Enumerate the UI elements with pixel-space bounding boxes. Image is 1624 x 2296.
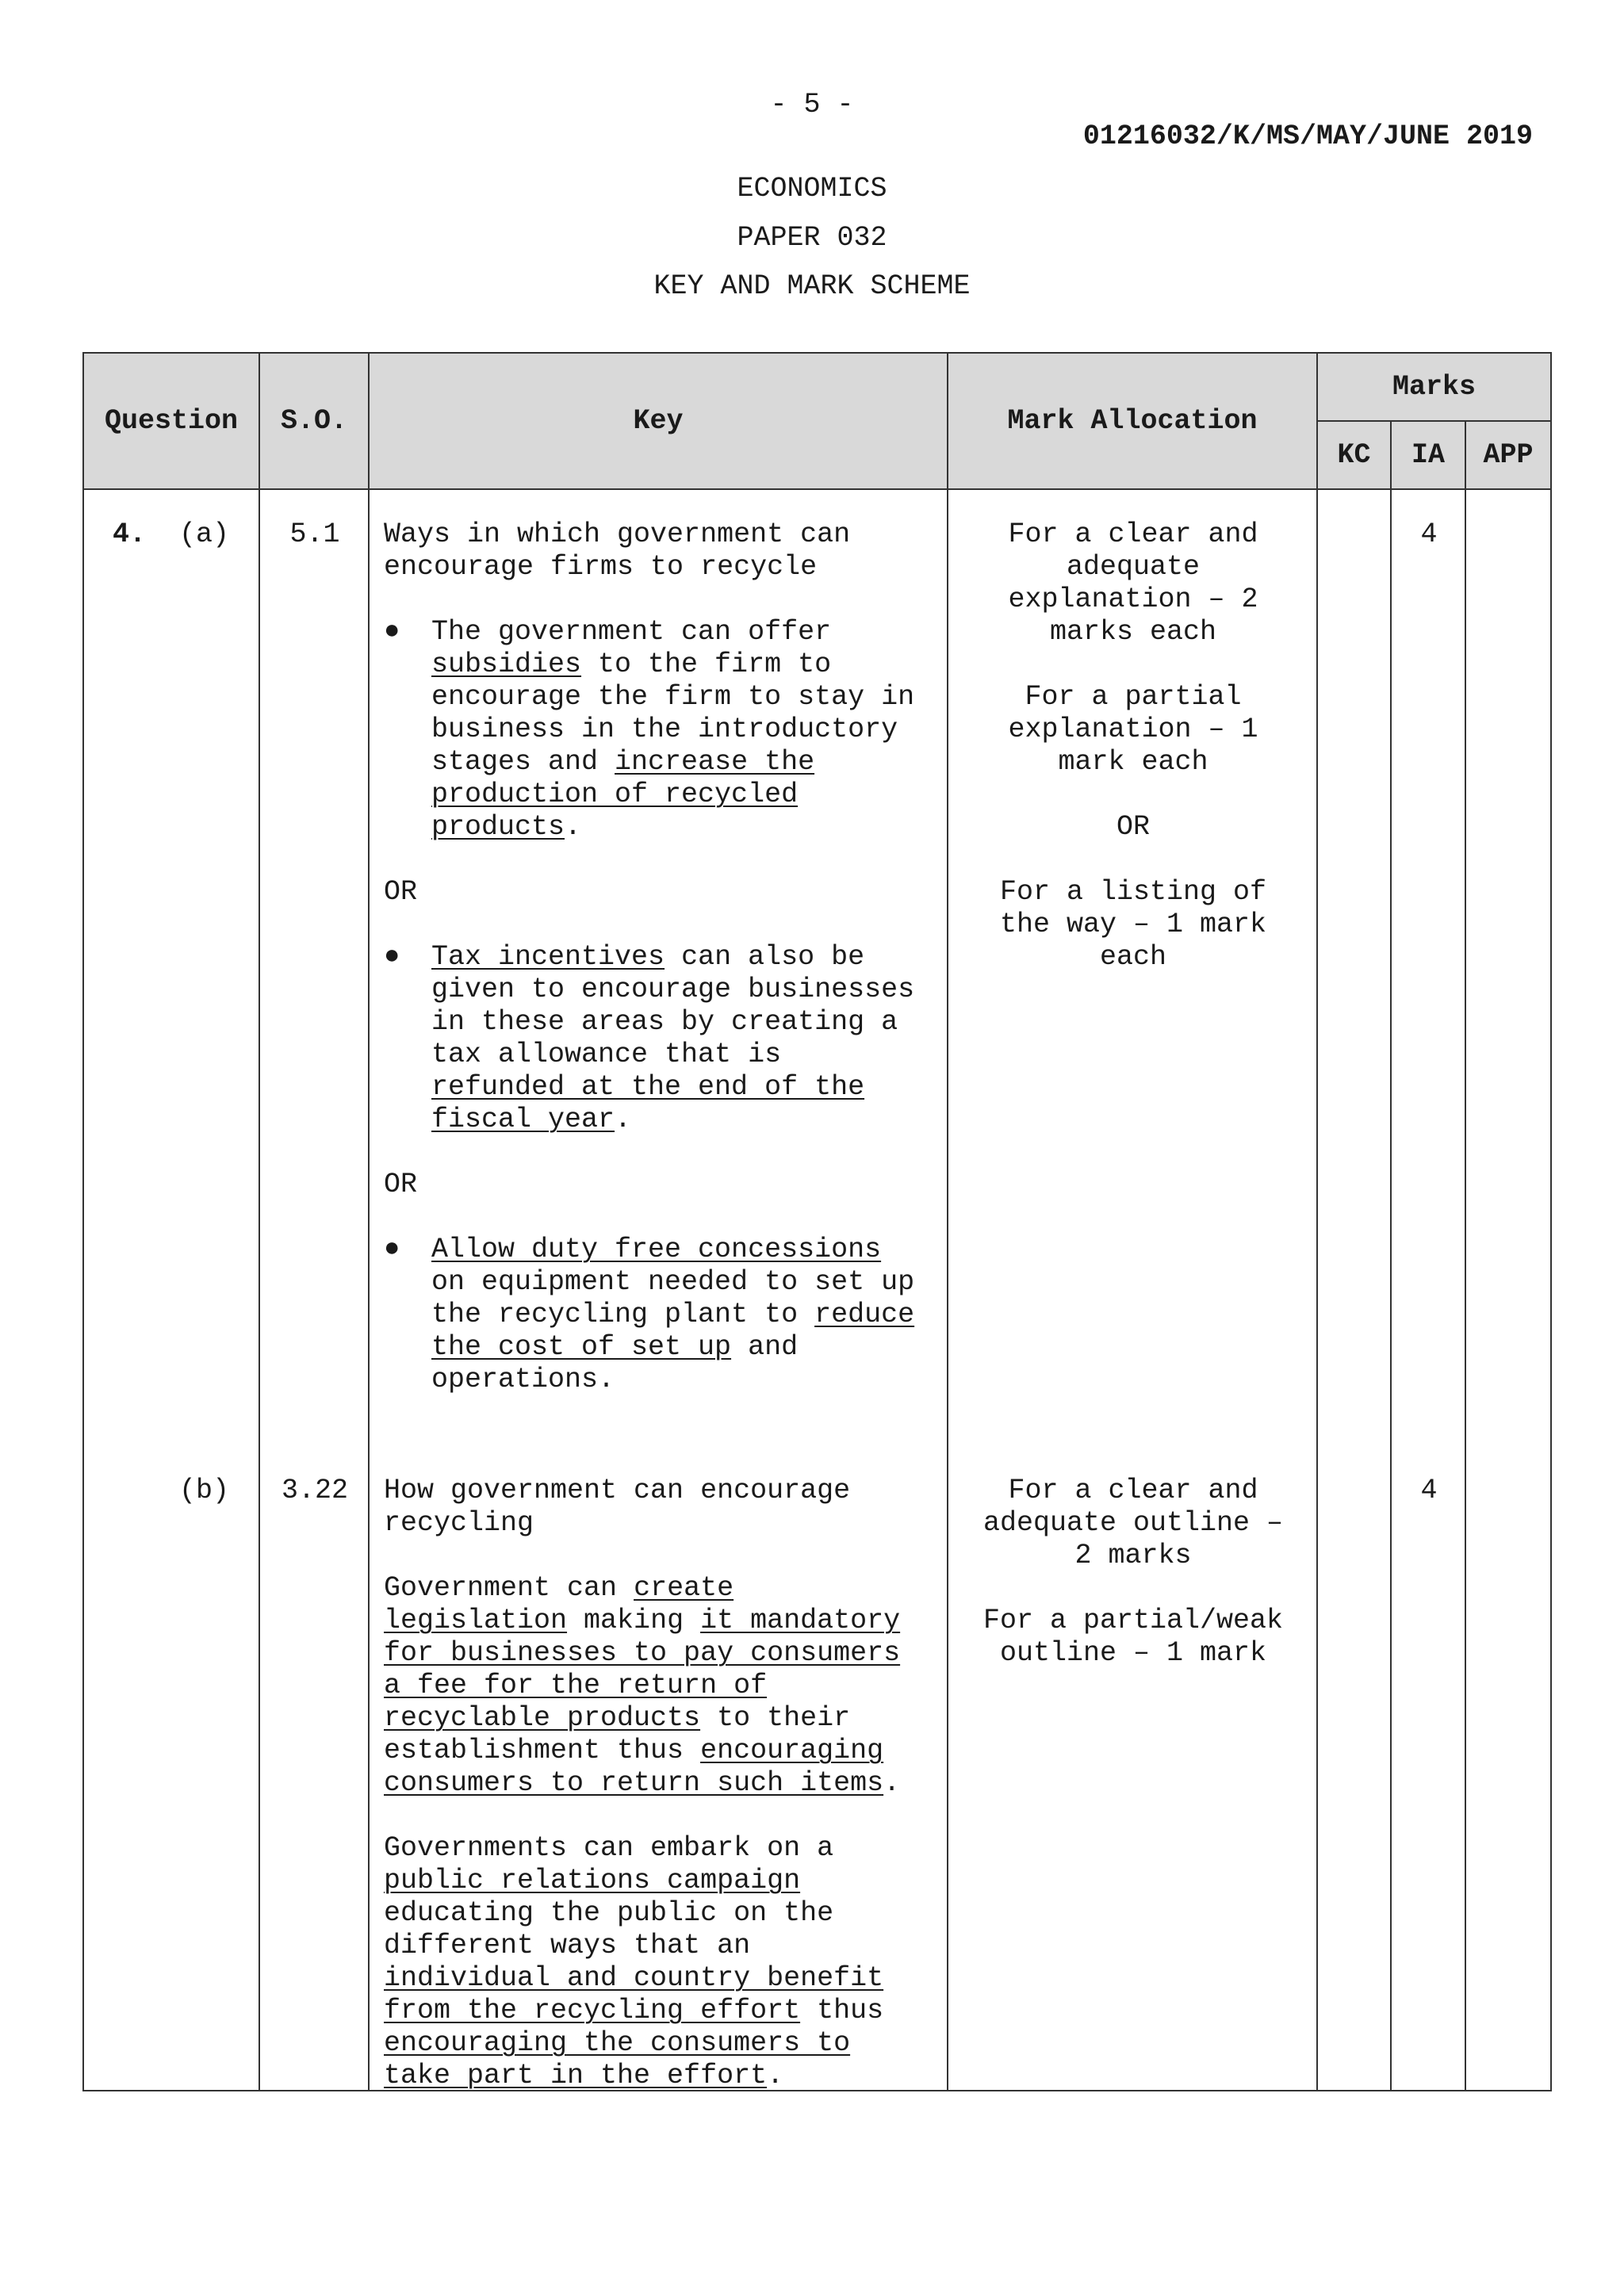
header-mark-allocation: Mark Allocation: [948, 353, 1317, 489]
so-part-a: 5.1: [289, 519, 340, 550]
mark-allocation-cell: [948, 489, 1317, 2091]
key-underline: encouraging the consumers to take part in the effort: [384, 2027, 851, 2091]
key-underline: Tax incentives: [431, 941, 665, 973]
bullet-icon: ●: [384, 617, 400, 647]
mark-alloc-a-or: OR: [1116, 811, 1150, 843]
key-a-or-1: OR: [384, 876, 418, 908]
document-title: KEY AND MARK SCHEME: [653, 270, 971, 302]
page-number: - 5 -: [770, 89, 854, 121]
app-cell: [1465, 489, 1551, 2091]
key-underline: it mandatory for businesses to pay consumers a fee for the return of recyclable products: [384, 1605, 901, 1734]
key-underline: create legislation: [384, 1572, 734, 1636]
so-part-b: 3.22: [281, 1475, 348, 1506]
key-text: on equipment needed to set up the recycling plant to: [431, 1266, 915, 1330]
paper-code: 01216032/K/MS/MAY/JUNE 2019: [1082, 121, 1533, 152]
key-text: .: [767, 2060, 784, 2091]
kc-cell: [1317, 489, 1391, 2091]
question-part-a: (a): [179, 519, 230, 550]
key-underline: refunded at the end of the fiscal year: [431, 1071, 865, 1135]
key-a-or-2: OR: [384, 1169, 418, 1200]
key-underline: reduce the cost of set up: [431, 1299, 915, 1363]
key-a-bullet-2: [384, 941, 931, 1136]
header-marks: Marks: [1317, 353, 1551, 421]
mark-alloc-a-2: For a partial explanation – 1 mark each: [1008, 681, 1258, 778]
key-underline: increase the production of recycled products: [431, 746, 815, 843]
key-a-bullet-1: [384, 616, 931, 844]
table-row: [83, 489, 1551, 2091]
key-text: and operations.: [431, 1331, 799, 1395]
question-part-b: (b): [179, 1475, 230, 1506]
mark-scheme-table: [82, 352, 1552, 2091]
header-app: APP: [1465, 421, 1551, 489]
ia-marks-part-b: 4: [1420, 1475, 1438, 1506]
key-b-intro: How government can encourage recycling: [384, 1475, 851, 1539]
ia-cell: [1391, 489, 1465, 2091]
question-cell: [83, 489, 259, 2091]
question-number: 4.: [113, 519, 147, 550]
mark-alloc-b-2: For a partial/weak outline – 1 mark: [982, 1605, 1284, 1669]
header-key: Key: [369, 353, 948, 489]
key-b-paragraph-2: [384, 1832, 931, 2092]
header-kc: KC: [1317, 421, 1391, 489]
key-underline: encouraging consumers to return such items: [384, 1735, 884, 1799]
key-text: to their establishment thus: [384, 1702, 851, 1766]
key-text: Government can: [384, 1572, 634, 1604]
mark-alloc-a-3: For a listing of the way – 1 mark each: [999, 876, 1267, 973]
bullet-icon: ●: [384, 942, 400, 972]
key-text: .: [615, 1104, 632, 1135]
key-cell: [369, 489, 948, 2091]
mark-alloc-b-1: For a clear and adequate outline – 2 marks: [982, 1475, 1284, 1571]
header-ia: IA: [1391, 421, 1465, 489]
bullet-icon: ●: [384, 1234, 400, 1265]
so-cell: [259, 489, 369, 2091]
key-text: Governments can embark on a: [384, 1832, 834, 1864]
key-text: .: [565, 811, 582, 843]
key-text: .: [883, 1767, 901, 1799]
key-a-bullet-3: [384, 1234, 931, 1396]
key-part-a: [384, 519, 931, 1396]
key-underline: public relations campaign: [384, 1865, 801, 1896]
key-underline: subsidies: [431, 649, 582, 680]
key-text: thus: [800, 1995, 884, 2026]
key-b-paragraph-1: [384, 1572, 931, 1800]
header-so: S.O.: [259, 353, 369, 489]
mark-alloc-part-a: [972, 519, 1294, 974]
paper-title: PAPER 032: [737, 222, 887, 254]
key-text: The government can offer: [431, 616, 832, 648]
header-question: Question: [83, 353, 259, 489]
ia-marks-part-a: 4: [1420, 519, 1438, 550]
key-text: can also be given to encourage businesses in these areas by creating a tax allowance that is: [431, 941, 915, 1070]
mark-alloc-part-b: [972, 1475, 1294, 1670]
key-text: to the firm to encourage the firm to stay in business in the introductory stages and: [431, 649, 915, 778]
key-text: educating the public on the different ways that an: [384, 1897, 834, 1961]
key-underline: Allow duty free concessions: [431, 1234, 882, 1265]
mark-alloc-a-1: For a clear and adequate explanation – 2 marks each: [1008, 519, 1258, 648]
subject-title: ECONOMICS: [737, 173, 887, 205]
key-text: making: [567, 1605, 701, 1636]
key-underline: individual and country benefit from the recycling effort: [384, 1962, 884, 2026]
key-a-intro: Ways in which government can encourage firms to recycle: [384, 519, 851, 583]
key-part-b: [384, 1475, 931, 2092]
